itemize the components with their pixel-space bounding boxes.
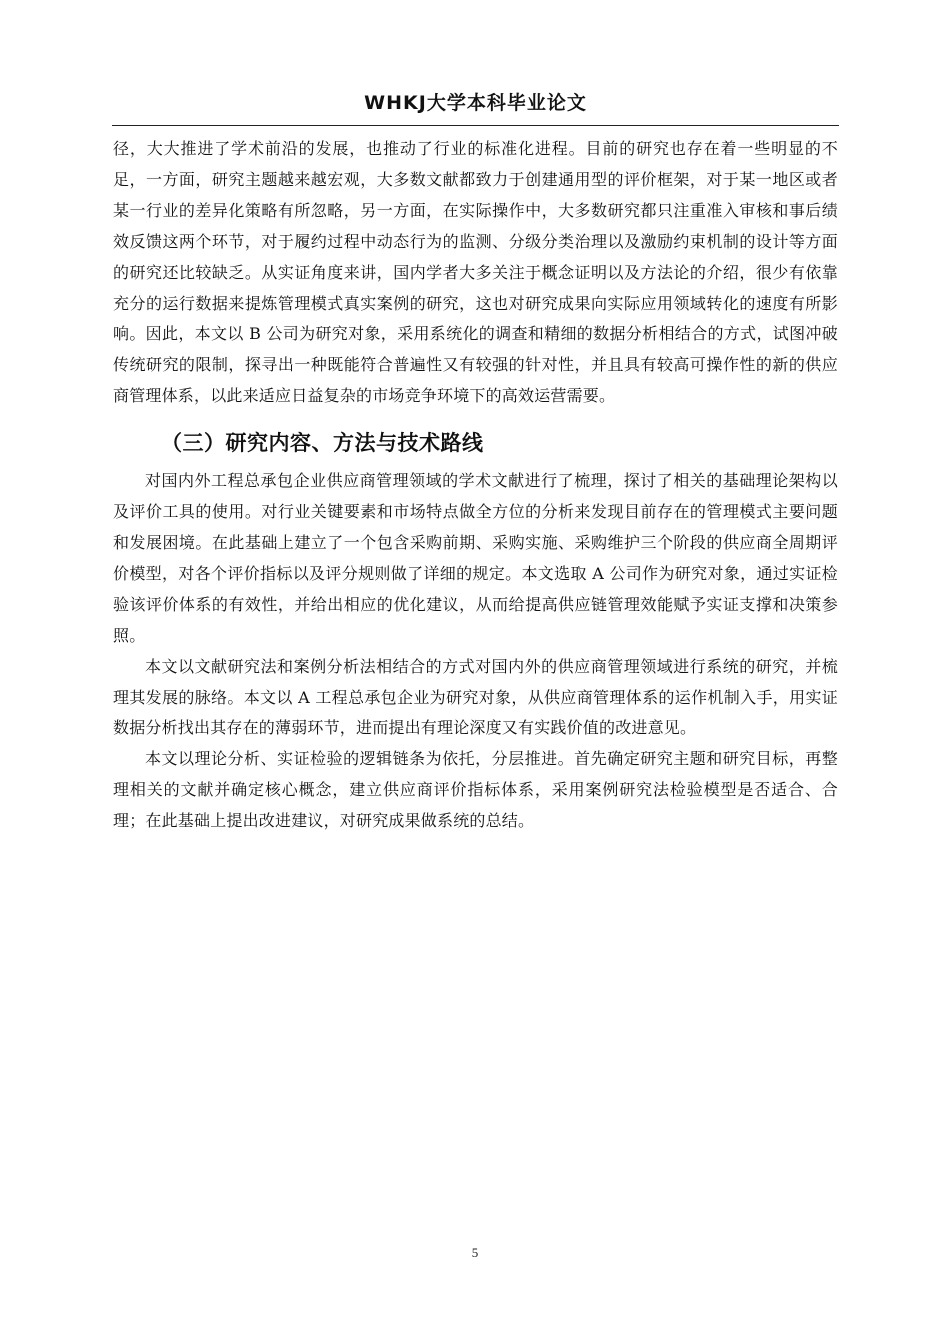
body-paragraph: 本文以文献研究法和案例分析法相结合的方式对国内外的供应商管理领域进行系统的研究，并梳理其发展的脉络。本文以 A 工程总承包企业为研究对象，从供应商管理体系的运作机制入手，用实证数据分析找出其存在的薄弱环节，进而提出有理论深度又有实践价值的改进意见。	[113, 656, 838, 738]
page-number: 5	[471, 1245, 479, 1260]
body-paragraph: 径，大大推进了学术前沿的发展，也推动了行业的标准化进程。目前的研究也存在着一些明显的不足，一方面，研究主题越来越宏观，大多数文献都致力于创建通用型的评价框架，对于某一地区或者某一行业的差异化策略有所忽略，另一方面，在实际操作中，大多数研究都只注重准入审核和事后绩效反馈这两个环节，对于履约过程中动态行为的监测、分级分类治理以及激励约束机制的设计等方面的研究还比较缺乏。从实证角度来讲，国内学者大多关注于概念证明以及方法论的介绍，很少有依靠充分的运行数据来提炼管理模式真实案例的研究，这也对研究成果向实际应用领域转化的速度有所影响。因此，本文以 B 公司为研究对象，采用系统化的调查和精细的数据分析相结合的方式，试图冲破传统研究的限制，探寻出一种既能符合普遍性又有较强的针对性，并且具有较高可操作性的新的供应商管理体系，以此来适应日益复杂的市场竞争环境下的高效运营需要。	[113, 139, 838, 406]
document-body	[113, 134, 838, 837]
section-heading: （三）研究内容、方法与技术路线	[161, 431, 484, 456]
body-paragraph: 本文以理论分析、实证检验的逻辑链条为依托，分层推进。首先确定研究主题和研究目标，再整理相关的文献并确定核心概念，建立供应商评价指标体系，采用案例研究法检验模型是否适合、合理；在此基础上提出改进建议，对研究成果做系统的总结。	[113, 749, 838, 831]
header-title: WHKJ大学本科毕业论文	[364, 92, 587, 114]
body-paragraph: 对国内外工程总承包企业供应商管理领域的学术文献进行了梳理，探讨了相关的基础理论架构以及评价工具的使用。对行业关键要素和市场特点做全方位的分析来发现目前存在的管理模式主要问题和发展困境。在此基础上建立了一个包含采购前期、采购实施、采购维护三个阶段的供应商全周期评价模型，对各个评价指标以及评分规则做了详细的规定。本文选取 A 公司作为研究对象，通过实证检验该评价体系的有效性，并给出相应的优化建议，从而给提高供应链管理效能赋予实证支撑和决策参照。	[113, 471, 838, 645]
page-header	[112, 86, 839, 126]
